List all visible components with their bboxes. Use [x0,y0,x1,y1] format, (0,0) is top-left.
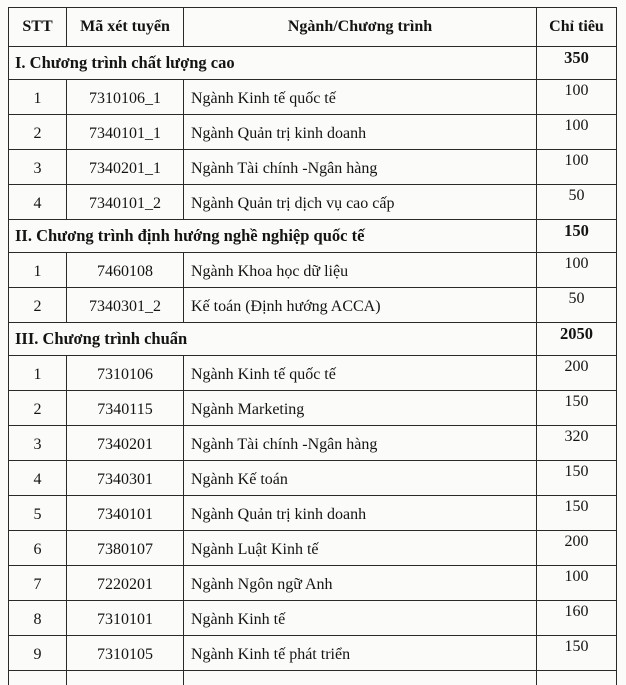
cell-ma: 7310105 [67,636,184,671]
table-row [9,426,617,461]
cell-nganh: Ngành Kinh tế phát triển [184,636,537,671]
cell-ma: 7340301_2 [67,288,184,323]
section-total: 150 [537,220,617,253]
cell-nganh: Ngành Tài chính -Ngân hàng [184,150,537,185]
cell-nganh: Ngành Luật Kinh tế [184,531,537,566]
cell-nganh: Ngành Quản trị dịch vụ cao cấp [184,185,537,220]
cell-ma: 7340101 [67,496,184,531]
admission-quota-document [8,7,616,629]
section-row-chat-luong-cao [9,47,617,80]
cell-nganh: Ngành Kinh tế [184,601,537,636]
table-row [9,391,617,426]
section-title: III. Chương trình chuẩn [9,323,537,356]
table-row [9,531,617,566]
table-row-cut-off [9,671,617,685]
cell-chi-tieu: 150 [537,461,617,496]
cell-empty [9,671,67,685]
cell-chi-tieu: 100 [537,80,617,115]
cell-chi-tieu: 320 [537,426,617,461]
cell-nganh: Ngành Quản trị kinh doanh [184,115,537,150]
cell-ma: 7340301 [67,461,184,496]
cell-chi-tieu: 150 [537,391,617,426]
admission-quota-table [8,7,617,685]
section-title: I. Chương trình chất lượng cao [9,47,537,80]
header-nganh-chuong-trinh: Ngành/Chương trình [184,8,537,47]
table-row [9,566,617,601]
cell-nganh: Ngành Ngôn ngữ Anh [184,566,537,601]
cell-stt: 1 [9,80,67,115]
cell-chi-tieu: 100 [537,150,617,185]
cell-ma: 7340201_1 [67,150,184,185]
cell-chi-tieu: 50 [537,288,617,323]
cell-chi-tieu: 160 [537,601,617,636]
cell-stt: 4 [9,185,67,220]
table-row [9,288,617,323]
cell-nganh: Ngành Kinh tế quốc tế [184,356,537,391]
cell-chi-tieu: 200 [537,356,617,391]
cell-nganh: Kế toán (Định hướng ACCA) [184,288,537,323]
header-ma-xet-tuyen: Mã xét tuyển [67,8,184,47]
cell-ma: 7310106_1 [67,80,184,115]
section-row-dinh-huong-quoc-te [9,220,617,253]
table-header-row [9,8,617,47]
cell-chi-tieu: 200 [537,531,617,566]
cell-chi-tieu: 50 [537,185,617,220]
cell-stt: 5 [9,496,67,531]
cell-ma: 7380107 [67,531,184,566]
cell-ma: 7340101_1 [67,115,184,150]
table-row [9,115,617,150]
cell-empty [184,671,537,685]
cell-stt: 7 [9,566,67,601]
cell-chi-tieu: 150 [537,636,617,671]
table-row [9,356,617,391]
cell-stt: 1 [9,356,67,391]
cell-stt: 3 [9,150,67,185]
cell-nganh: Ngành Kế toán [184,461,537,496]
cell-nganh: Ngành Khoa học dữ liệu [184,253,537,288]
cell-stt: 4 [9,461,67,496]
cell-nganh: Ngành Marketing [184,391,537,426]
cell-nganh: Ngành Kinh tế quốc tế [184,80,537,115]
cell-ma: 7220201 [67,566,184,601]
header-stt: STT [9,8,67,47]
table-row [9,80,617,115]
cell-empty [537,671,617,685]
cell-ma: 7460108 [67,253,184,288]
cell-stt: 9 [9,636,67,671]
cell-nganh: Ngành Quản trị kinh doanh [184,496,537,531]
cell-ma: 7340201 [67,426,184,461]
section-title: II. Chương trình định hướng nghề nghiệp quốc tế [9,220,537,253]
cell-stt: 3 [9,426,67,461]
cell-chi-tieu: 100 [537,253,617,288]
cell-chi-tieu: 100 [537,566,617,601]
cell-stt: 2 [9,115,67,150]
cell-chi-tieu: 150 [537,496,617,531]
cell-stt: 6 [9,531,67,566]
table-row [9,150,617,185]
cell-ma: 7310101 [67,601,184,636]
cell-stt: 2 [9,391,67,426]
cell-empty [67,671,184,685]
table-row [9,461,617,496]
cell-chi-tieu: 100 [537,115,617,150]
cell-stt: 1 [9,253,67,288]
cell-stt: 8 [9,601,67,636]
cell-stt: 2 [9,288,67,323]
table-row [9,253,617,288]
section-total: 2050 [537,323,617,356]
table-row [9,636,617,671]
table-row [9,185,617,220]
table-row [9,601,617,636]
cell-nganh: Ngành Tài chính -Ngân hàng [184,426,537,461]
cell-ma: 7310106 [67,356,184,391]
section-total: 350 [537,47,617,80]
table-row [9,496,617,531]
cell-ma: 7340115 [67,391,184,426]
cell-ma: 7340101_2 [67,185,184,220]
header-chi-tieu: Chỉ tiêu [537,8,617,47]
section-row-chuong-trinh-chuan [9,323,617,356]
